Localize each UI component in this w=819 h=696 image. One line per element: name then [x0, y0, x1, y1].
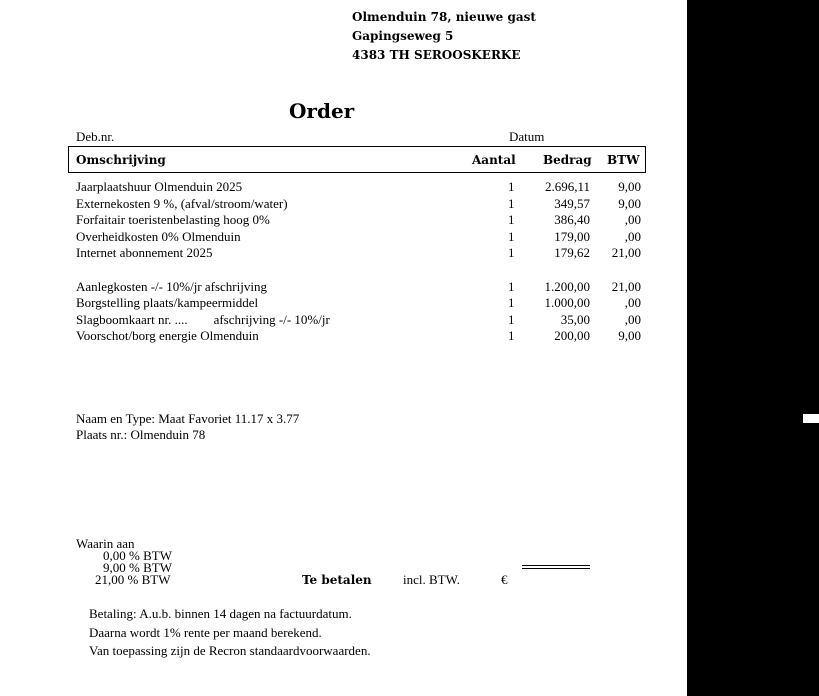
- table-row-amount: 1.200,00: [544, 279, 590, 294]
- currency-symbol: €: [501, 572, 508, 587]
- table-row-amount: 35,00: [560, 312, 590, 327]
- table-row-vat: ,00: [624, 229, 641, 244]
- footer-general-terms: Van toepassing zijn de Recron standaardvoorwaarden.: [89, 643, 371, 658]
- table-row-description: Aanlegkosten -/- 10%/jr afschrijving: [76, 279, 267, 294]
- table-row-vat: 9,00: [618, 179, 641, 194]
- footer-interest-terms: Daarna wordt 1% rente per maand berekend.: [89, 625, 322, 640]
- debtor-number-label: Deb.nr.: [76, 129, 115, 144]
- total-double-underline-bottom: [522, 568, 590, 569]
- table-row-quantity: 1: [508, 212, 515, 227]
- table-row-amount: 386,40: [554, 212, 590, 227]
- page-title: Order: [289, 99, 355, 123]
- table-row-quantity: 1: [508, 245, 515, 260]
- table-row-quantity: 1: [508, 312, 515, 327]
- table-row-amount: 200,00: [554, 328, 590, 343]
- table-row-vat: 21,00: [611, 245, 641, 260]
- table-row-amount: 179,62: [554, 245, 590, 260]
- table-row-quantity: 1: [508, 279, 515, 294]
- vat-rate-row: 0,00 % BTW: [103, 548, 172, 563]
- total-double-underline-top: [522, 565, 590, 566]
- header-amount: Bedrag: [543, 153, 592, 167]
- table-row-description: Voorschot/borg energie Olmenduin: [76, 328, 259, 343]
- vat-rate-row: 9,00 % BTW: [103, 560, 172, 575]
- table-row-description: Borgstelling plaats/kampeermiddel: [76, 295, 259, 310]
- header-description: Omschrijving: [76, 153, 166, 167]
- address-line-1: Olmenduin 78, nieuwe gast: [352, 10, 536, 24]
- table-row-quantity: 1: [508, 179, 515, 194]
- table-row-vat: 9,00: [618, 196, 641, 211]
- table-row-description: Jaarplaatshuur Olmenduin 2025: [76, 179, 243, 194]
- plot-number-line: Plaats nr.: Olmenduin 78: [76, 427, 206, 442]
- table-row-description: Slagboomkaart nr. .... afschrijving -/- 10%/jr: [76, 312, 330, 327]
- total-label: Te betalen: [302, 573, 372, 587]
- table-row-quantity: 1: [508, 328, 515, 343]
- footer-payment-terms: Betaling: A.u.b. binnen 14 dagen na factuurdatum.: [89, 606, 352, 621]
- table-row-quantity: 1: [508, 229, 515, 244]
- table-row-description: Internet abonnement 2025: [76, 245, 213, 260]
- table-row-vat: 9,00: [618, 328, 641, 343]
- header-vat: BTW: [607, 153, 640, 167]
- table-row-description: Forfaitair toeristenbelasting hoog 0%: [76, 212, 270, 227]
- address-line-2: Gapingseweg 5: [352, 29, 454, 43]
- vat-rate-row: 21,00 % BTW: [95, 572, 171, 587]
- table-row-amount: 2.696,11: [544, 179, 590, 194]
- address-line-3: 4383 TH SEROOSKERKE: [352, 48, 521, 62]
- total-incl-vat-label: incl. BTW.: [403, 572, 460, 587]
- table-row-vat: ,00: [624, 295, 641, 310]
- vat-summary-heading: Waarin aan: [76, 536, 135, 551]
- table-row-amount: 1.000,00: [544, 295, 590, 310]
- table-row-vat: 21,00: [611, 279, 641, 294]
- table-row-vat: ,00: [624, 312, 641, 327]
- table-row-description: Overheidkosten 0% Olmenduin: [76, 229, 241, 244]
- table-row-description: Externekosten 9 %, (afval/stroom/water): [76, 196, 288, 211]
- black-side-panel: [687, 0, 819, 696]
- table-row-quantity: 1: [508, 196, 515, 211]
- panel-white-mark: [803, 414, 819, 423]
- caravan-type-line: Naam en Type: Maat Favoriet 11.17 x 3.77: [76, 411, 300, 426]
- header-quantity: Aantal: [472, 153, 516, 167]
- table-row-amount: 179,00: [554, 229, 590, 244]
- date-label: Datum: [509, 129, 545, 144]
- table-row-amount: 349,57: [554, 196, 590, 211]
- table-row-quantity: 1: [508, 295, 515, 310]
- table-row-vat: ,00: [624, 212, 641, 227]
